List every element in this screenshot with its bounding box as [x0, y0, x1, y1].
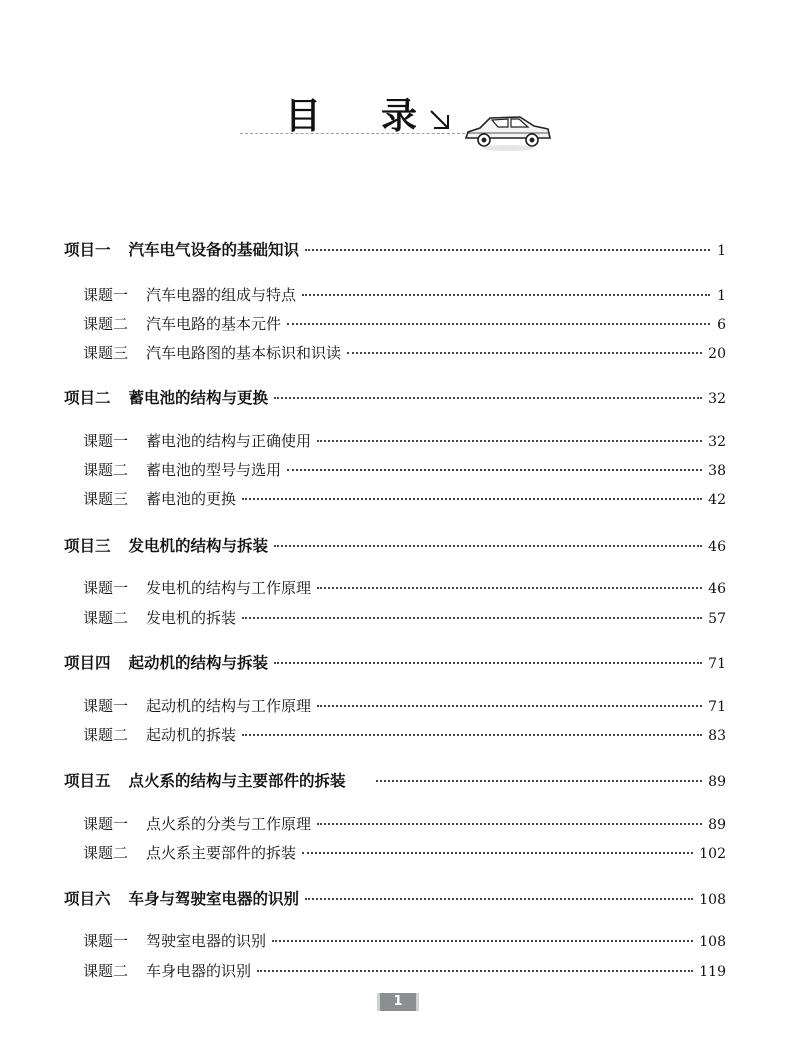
lesson-title: 点火系主要部件的拆装: [146, 844, 297, 862]
leader-dots: [347, 352, 702, 354]
project-title: 起动机的结构与拆装: [128, 653, 269, 672]
toc-lesson[interactable]: [83, 577, 726, 598]
down-right-arrow-icon: [428, 108, 452, 132]
lesson-number: 课题二: [83, 609, 129, 627]
lesson-title: 发电机的拆装: [146, 609, 237, 627]
page-number: 6: [717, 317, 726, 333]
project-title: 发电机的结构与拆装: [128, 536, 269, 555]
leader-dots: [287, 323, 710, 325]
toc-lesson[interactable]: [83, 842, 726, 863]
toc-project-3[interactable]: [64, 534, 726, 556]
toc-project-4[interactable]: [64, 651, 726, 673]
page-number: 102: [699, 846, 726, 862]
toc-lesson[interactable]: [83, 430, 726, 451]
leader-dots: [257, 970, 693, 972]
project-number: 项目二: [64, 388, 111, 407]
toc-lesson[interactable]: [83, 313, 726, 334]
lesson-number: 课题二: [83, 315, 129, 333]
page-number: 89: [708, 774, 726, 790]
page-number: 83: [708, 728, 726, 744]
toc-header: [0, 0, 790, 180]
lesson-title: 起动机的拆装: [146, 726, 237, 744]
page-number: 108: [699, 892, 726, 908]
lesson-title: 汽车电器的组成与特点: [146, 286, 297, 304]
toc-project-1[interactable]: [64, 238, 726, 260]
project-title: 车身与驾驶室电器的识别: [128, 889, 300, 908]
leader-dots: [287, 469, 702, 471]
page-number: 32: [708, 391, 726, 407]
lesson-title: 发电机的结构与工作原理: [146, 579, 312, 597]
project-title: 点火系的结构与主要部件的拆装: [128, 771, 346, 790]
page-number: 119: [699, 964, 726, 980]
page-number: 1: [717, 288, 726, 304]
lesson-title: 蓄电池的更换: [146, 490, 237, 508]
leader-dots: [302, 852, 693, 854]
lesson-number: 课题三: [83, 344, 129, 362]
project-title: 蓄电池的结构与更换: [128, 388, 269, 407]
toc-lesson[interactable]: [83, 695, 726, 716]
lesson-title: 汽车电路的基本元件: [146, 315, 282, 333]
page-number: 71: [708, 656, 726, 672]
toc-lesson[interactable]: [83, 813, 726, 834]
lesson-title: 起动机的结构与工作原理: [146, 697, 312, 715]
footer-page-number: 1: [377, 993, 419, 1011]
lesson-number: 课题三: [83, 490, 129, 508]
toc-project-6[interactable]: [64, 887, 726, 909]
lesson-number: 课题一: [83, 286, 129, 304]
page-number: 38: [708, 463, 726, 479]
project-title: 汽车电气设备的基础知识: [128, 240, 300, 259]
lesson-title: 点火系的分类与工作原理: [146, 815, 312, 833]
project-number: 项目三: [64, 536, 111, 555]
leader-dots: [376, 780, 703, 782]
page-number: 57: [708, 611, 726, 627]
leader-dots: [242, 498, 702, 500]
car-icon: [462, 108, 554, 154]
lesson-number: 课题一: [83, 579, 129, 597]
title-char-2: 录: [381, 96, 420, 137]
toc-lesson[interactable]: [83, 459, 726, 480]
toc-lesson[interactable]: [83, 488, 726, 509]
leader-dots: [317, 440, 702, 442]
page-number: 42: [708, 492, 726, 508]
leader-dots: [242, 734, 702, 736]
page-number: 46: [708, 539, 726, 555]
leader-dots: [317, 587, 702, 589]
toc-project-5[interactable]: [64, 769, 726, 791]
project-number: 项目一: [64, 240, 111, 259]
page-number: 20: [708, 346, 726, 362]
leader-dots: [272, 940, 693, 942]
toc-lesson[interactable]: [83, 930, 726, 951]
leader-dots: [242, 617, 702, 619]
leader-dots: [305, 898, 693, 900]
lesson-number: 课题二: [83, 962, 129, 980]
leader-dots: [305, 249, 710, 251]
toc-lesson[interactable]: [83, 607, 726, 628]
page-number: 71: [708, 699, 726, 715]
page-number: 32: [708, 434, 726, 450]
lesson-number: 课题一: [83, 432, 129, 450]
lesson-number: 课题一: [83, 815, 129, 833]
project-number: 项目四: [64, 653, 111, 672]
lesson-title: 驾驶室电器的识别: [146, 932, 267, 950]
leader-dots: [317, 823, 702, 825]
leader-dots: [274, 397, 702, 399]
page-number: 46: [708, 581, 726, 597]
page-number: 1: [717, 243, 726, 259]
toc-project-2[interactable]: [64, 386, 726, 408]
lesson-title: 汽车电路图的基本标识和识读: [146, 344, 342, 362]
lesson-title: 蓄电池的型号与选用: [146, 461, 282, 479]
page-number: 89: [708, 817, 726, 833]
title-divider: [240, 133, 465, 134]
lesson-number: 课题二: [83, 461, 129, 479]
leader-dots: [302, 294, 710, 296]
lesson-number: 课题一: [83, 932, 129, 950]
lesson-number: 课题二: [83, 726, 129, 744]
lesson-number: 课题二: [83, 844, 129, 862]
lesson-number: 课题一: [83, 697, 129, 715]
lesson-title: 蓄电池的结构与正确使用: [146, 432, 312, 450]
lesson-title: 车身电器的识别: [146, 962, 252, 980]
toc-lesson[interactable]: [83, 342, 726, 363]
project-number: 项目六: [64, 889, 111, 908]
leader-dots: [274, 662, 702, 664]
leader-dots: [317, 705, 702, 707]
toc-lesson[interactable]: [83, 724, 726, 745]
project-number: 项目五: [64, 771, 111, 790]
leader-dots: [274, 545, 702, 547]
page-number: 108: [699, 934, 726, 950]
toc-lesson[interactable]: [83, 284, 726, 305]
title-char-1: 目: [285, 96, 324, 137]
toc-lesson[interactable]: [83, 960, 726, 981]
